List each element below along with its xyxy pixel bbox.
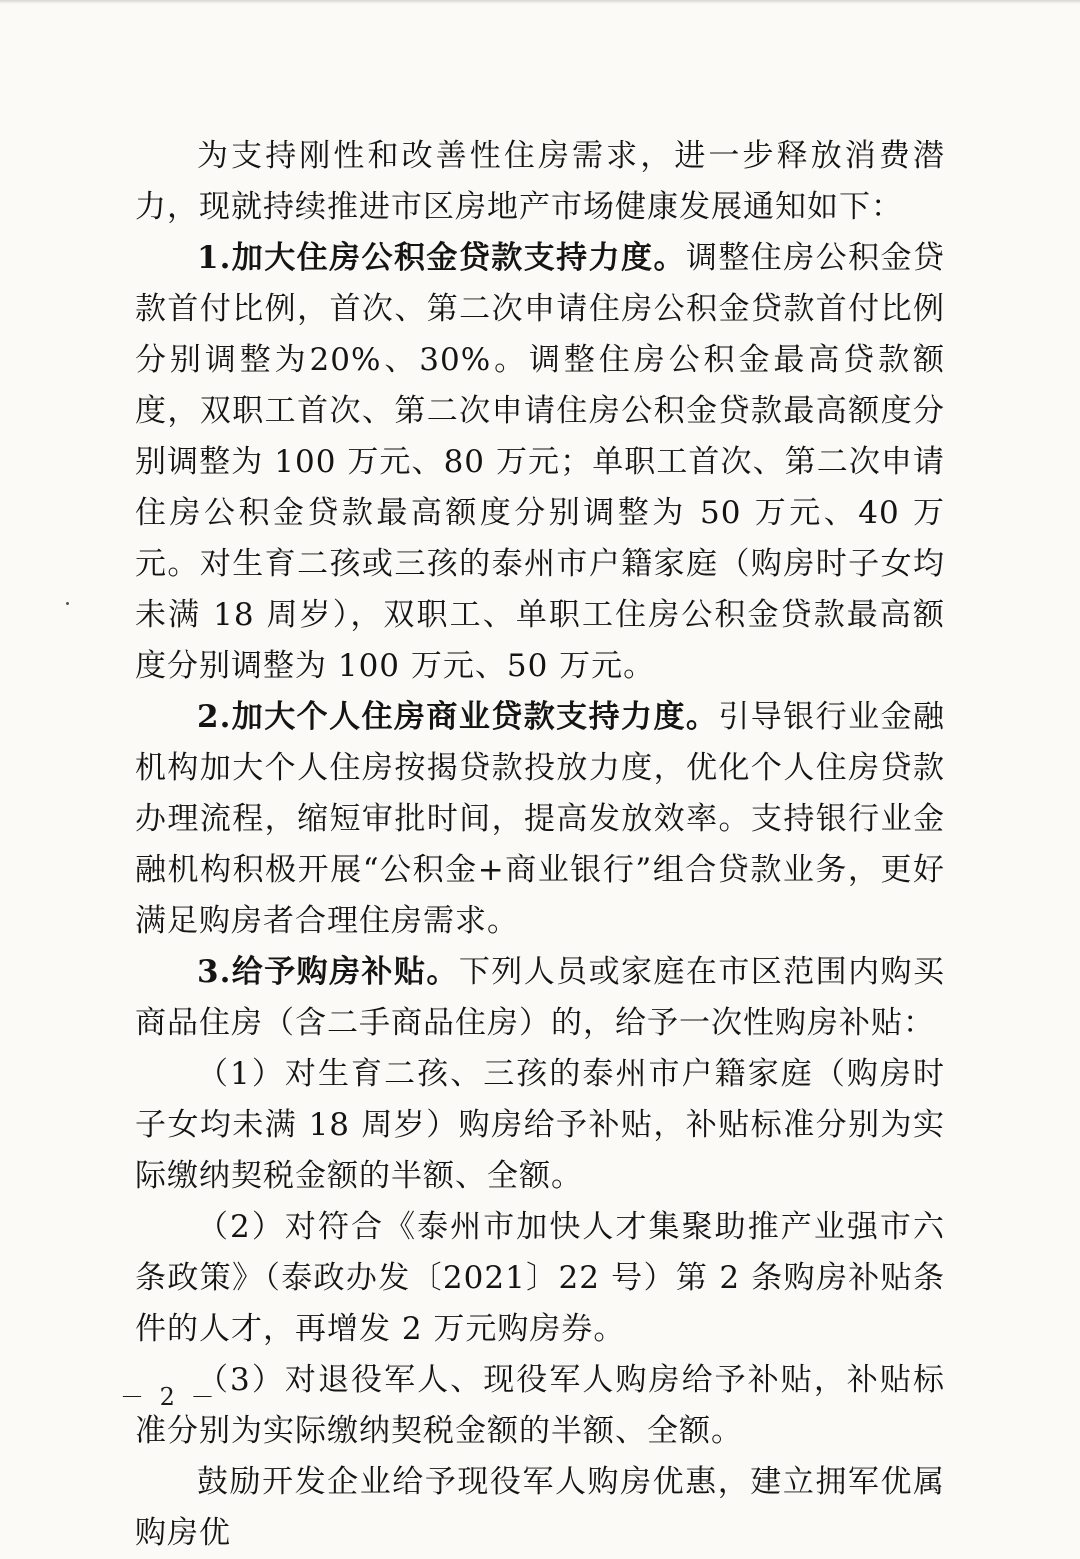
sub-item-2: （2）对符合《泰州市加快人才集聚助推产业强市六条政策》（泰政办发〔2021〕22 号）第 2 条购房补贴条件的人才，再增发 2 万元购房券。	[135, 1209, 945, 1347]
scan-speck	[66, 602, 69, 605]
item-2-heading: 2.加大个人住房商业贷款支持力度。	[197, 699, 719, 735]
item-1-paragraph	[135, 233, 945, 692]
page-number: － 2 －	[120, 1383, 219, 1411]
item-1-heading: 1.加大住房公积金贷款支持力度。	[197, 240, 686, 276]
scan-edge	[0, 0, 1080, 4]
document-page	[135, 131, 945, 1559]
intro-paragraph: 为支持刚性和改善性住房需求，进一步释放消费潜力，现就持续推进市区房地产市场健康发展通知如下：	[135, 138, 945, 225]
item-3-heading: 3.给予购房补贴。	[197, 954, 459, 990]
item-2-body: 引导银行业金融机构加大个人住房按揭贷款投放力度，优化个人住房贷款办理流程，缩短审批时间，提高发放效率。支持银行业金融机构积极开展“公积金+商业银行”组合贷款业务，更好满足购房者合理住房需求。	[135, 699, 945, 939]
sub-item-3: （3）对退役军人、现役军人购房给予补贴，补贴标准分别为实际缴纳契税金额的半额、全额。	[135, 1362, 945, 1449]
closing-paragraph: 鼓励开发企业给予现役军人购房优惠，建立拥军优属购房优	[135, 1464, 945, 1551]
item-3-paragraph	[135, 947, 945, 1049]
item-1-body: 调整住房公积金贷款首付比例，首次、第二次申请住房公积金贷款首付比例分别调整为20%、30%。调整住房公积金最高贷款额度，双职工首次、第二次申请住房公积金贷款最高额度分别调整为 100 万元、80 万元；单职工首次、第二次申请住房公积金贷款最高额度分别调整为 50 万元、40 万元。对生育二孩或三孩的泰州市户籍家庭（购房时子女均未满 18 周岁），双职工、单职工住房公积金贷款最高额度分别调整为 100 万元、50 万元。	[135, 240, 945, 684]
item-2-paragraph	[135, 692, 945, 947]
item-3-body: 下列人员或家庭在市区范围内购买商品住房（含二手商品住房）的，给予一次性购房补贴：	[135, 954, 945, 1041]
sub-item-1: （1）对生育二孩、三孩的泰州市户籍家庭（购房时子女均未满 18 周岁）购房给予补贴，补贴标准分别为实际缴纳契税金额的半额、全额。	[135, 1056, 945, 1194]
